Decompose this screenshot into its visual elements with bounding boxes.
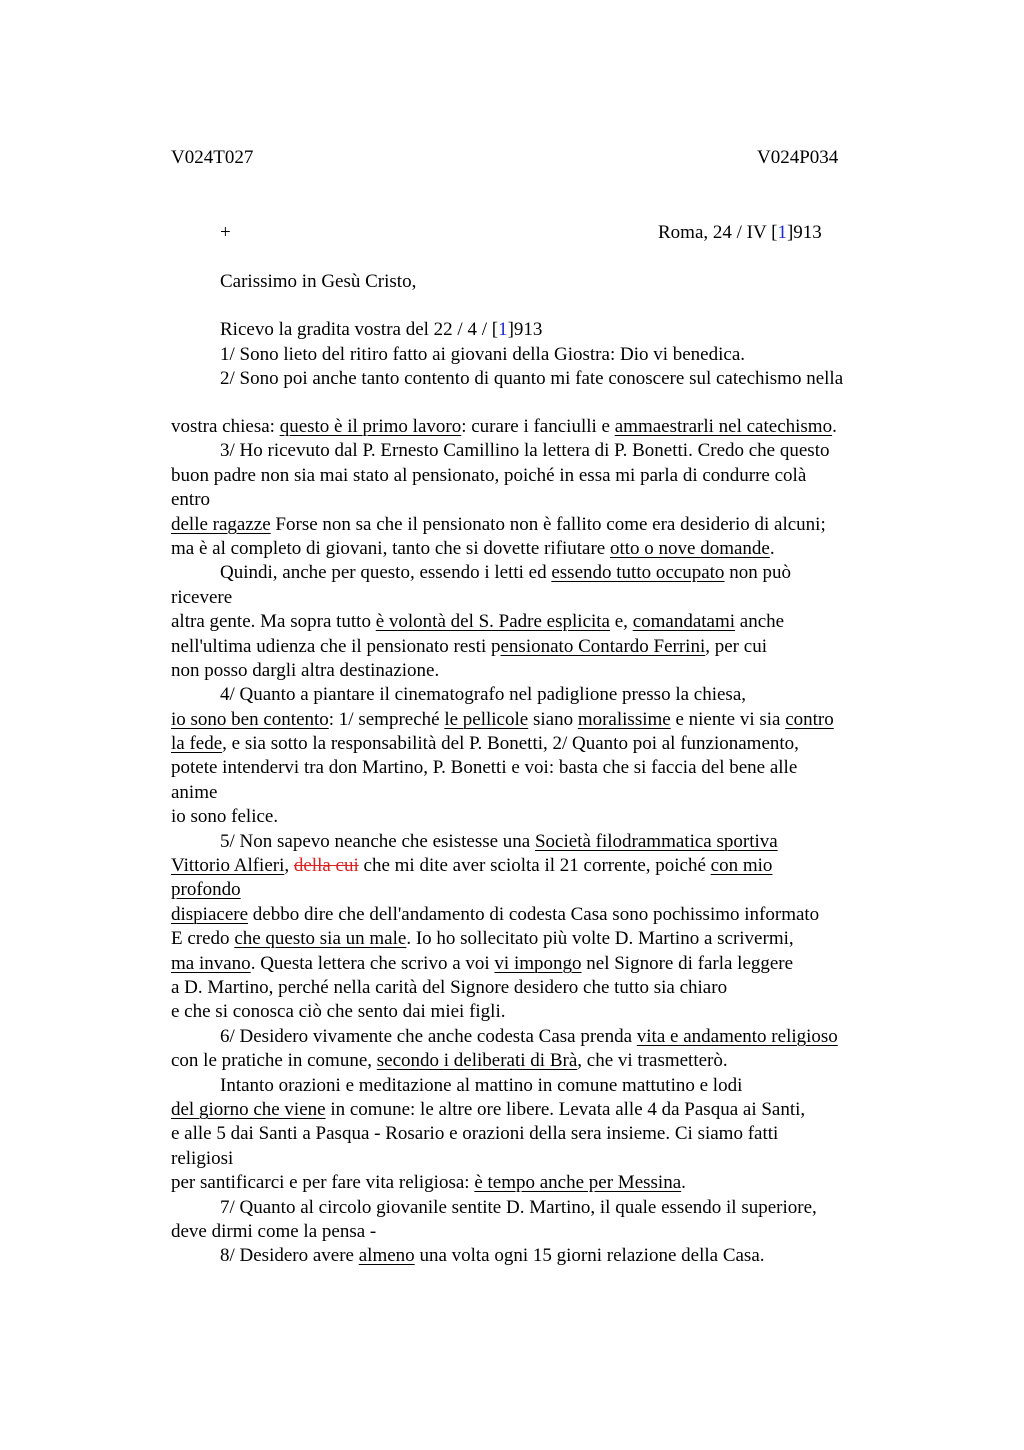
body-line <box>171 1025 911 1049</box>
body-line <box>171 415 911 439</box>
underlined-text: vita e andamento religioso <box>636 1025 838 1047</box>
text-run: e che si conosca ciò che sento dai miei figli. <box>171 1001 506 1023</box>
underlined-text: Vittorio Alfieri <box>171 855 285 877</box>
text-run: , e sia sotto la responsabilità del P. Bonetti, 2/ Quanto poi al funzionamento, <box>222 733 799 755</box>
text-run: , per cui <box>705 635 767 657</box>
text-run: non può <box>724 562 791 584</box>
text-run: 5/ Non sapevo neanche che esistesse una <box>220 830 535 852</box>
text-run: , che vi trasmetterò. <box>577 1050 728 1072</box>
body-line <box>171 903 911 927</box>
body-line <box>171 976 911 1000</box>
body-line <box>171 1196 911 1220</box>
text-run: 4/ Quanto a piantare il cinematografo nel padiglione presso la chiesa, <box>220 684 747 706</box>
text-run: vostra chiesa: <box>171 416 280 437</box>
text-run: per santificarci e per fare vita religiosa: <box>171 1172 475 1194</box>
underlined-text: delle ragazze <box>171 513 271 535</box>
body-line <box>171 1244 911 1268</box>
underlined-text: la fede <box>171 733 223 755</box>
text-run: nel Signore di farla leggere <box>581 952 794 974</box>
text-run: buon padre non sia mai stato al pensionato, poiché in essa mi parla di condurre colà <box>171 464 807 486</box>
body-line <box>171 1122 911 1146</box>
body-line <box>171 513 911 537</box>
underlined-text: del giorno che viene <box>171 1098 326 1120</box>
body-line <box>171 586 911 610</box>
cross-mark: + <box>220 222 231 243</box>
underlined-text: ensionato Contardo Ferrini <box>500 635 706 657</box>
underlined-text: questo è il primo lavoro <box>279 416 462 437</box>
text-run: : curare i fanciulli e <box>461 416 615 437</box>
text-run: e, <box>610 611 633 633</box>
body-line <box>171 805 911 829</box>
text-run: deve dirmi come la pensa - <box>171 1220 377 1242</box>
underlined-text: che questo sia un male <box>234 928 407 950</box>
body-line <box>171 1074 911 1098</box>
text-run: 8/ Desidero avere <box>220 1245 359 1267</box>
body-line <box>171 1220 911 1244</box>
body-line <box>171 830 911 854</box>
underlined-text: dispiacere <box>171 903 249 925</box>
text-run: io sono felice. <box>171 806 279 828</box>
body-line <box>171 1000 911 1024</box>
body-line <box>171 1171 911 1195</box>
text-run: e niente vi sia <box>670 708 786 730</box>
document-code-left: V024T027 <box>171 147 254 168</box>
text-run: 6/ Desidero vivamente che anche codesta Casa prenda <box>220 1025 637 1047</box>
body-line <box>171 635 911 659</box>
text-run: . Questa lettera che scrivo a voi <box>250 952 495 974</box>
text-run: in comune: le altre ore libere. Levata alle 4 da Pasqua ai Santi, <box>325 1098 806 1120</box>
underlined-text: almeno <box>358 1245 415 1267</box>
body-line <box>171 878 911 902</box>
text-run: . <box>681 1172 686 1194</box>
text-run: Quindi, anche per questo, essendo i letti ed <box>220 562 552 584</box>
text-run: siano <box>528 708 578 730</box>
body-line <box>171 683 911 707</box>
underlined-text: vi impongo <box>494 952 582 974</box>
text-run: 3/ Ho ricevuto dal P. Ernesto Camillino la lettera di P. Bonetti. Credo che questo <box>220 440 830 462</box>
text-run: entro <box>171 489 211 511</box>
underlined-text: è volontà del S. Padre esplicita <box>375 611 610 633</box>
underlined-text: Società filodrammatica sportiva <box>534 830 778 852</box>
body-line <box>171 708 911 732</box>
underlined-text: le pellicole <box>444 708 529 730</box>
text-run: debbo dire che dell'andamento di codesta Casa sono pochissimo informato <box>248 903 820 925</box>
body-line <box>171 927 911 951</box>
text-run: ma è al completo di giovani, tanto che si dovette rifiutare <box>171 537 610 559</box>
editorial-marker: 1 <box>498 319 508 340</box>
body-line <box>171 659 911 683</box>
item-2: 2/ Sono poi anche tanto contento di quanto mi fate conoscere sul catechismo nella <box>220 368 844 389</box>
salutation: Carissimo in Gesù Cristo, <box>220 271 417 292</box>
body-line <box>171 781 911 805</box>
text-run: ricevere <box>171 586 233 608</box>
body-line <box>171 1049 911 1073</box>
document-code-right: V024P034 <box>757 147 839 168</box>
text-run: anime <box>171 781 218 803</box>
text-run: Intanto orazioni e meditazione al mattino in comune mattutino e lodi <box>220 1074 743 1096</box>
text-run: che mi dite aver sciolta il 21 corrente, poiché <box>358 855 711 877</box>
body-line <box>171 756 911 780</box>
text-run: anche <box>735 611 785 633</box>
underlined-text: comandatami <box>632 611 736 633</box>
letter-body <box>171 415 911 1269</box>
text-run: non posso dargli altra destinazione. <box>171 659 440 681</box>
text-run: 7/ Quanto al circolo giovanile sentite D. Martino, il quale essendo il superiore, <box>220 1196 817 1218</box>
text-run: Forse non sa che il pensionato non è fallito come era desiderio di alcuni; <box>270 513 826 535</box>
underlined-text: è tempo anche per Messina <box>474 1172 682 1194</box>
text-run: , <box>284 855 294 877</box>
text-run: una volta ogni 15 giorni relazione della Casa. <box>414 1245 765 1267</box>
underlined-text: otto o nove domande <box>609 537 770 559</box>
opening-line: Ricevo la gradita vostra del 22 / 4 / [1]913 <box>220 319 543 340</box>
editorial-marker: 1 <box>777 222 787 243</box>
body-line <box>171 732 911 756</box>
text-run: E credo <box>171 928 235 950</box>
text-run: religiosi <box>171 1147 234 1169</box>
text-run: . <box>832 416 837 437</box>
text-run: e alle 5 dai Santi a Pasqua - Rosario e orazioni della sera insieme. Ci siamo fatti <box>171 1123 779 1145</box>
underlined-text: contro <box>785 708 834 730</box>
text-run: con le pratiche in comune, <box>171 1050 377 1072</box>
text-run: . <box>769 537 775 559</box>
body-line <box>171 854 911 878</box>
underlined-text: moralissime <box>577 708 671 730</box>
text-run: a D. Martino, perché nella carità del Signore desidero che tutto sia chiaro <box>171 976 728 998</box>
body-line <box>171 439 911 463</box>
struck-text: della cui <box>293 855 359 877</box>
underlined-text: con mio <box>710 855 773 877</box>
underlined-text: essendo tutto occupato <box>551 562 725 584</box>
text-run: nell'ultima udienza che il pensionato resti p <box>171 635 501 657</box>
body-line <box>171 1147 911 1171</box>
body-line <box>171 464 911 488</box>
underlined-text: io sono ben contento <box>171 708 329 730</box>
body-line <box>171 488 911 512</box>
underlined-text: ammaestrarli nel catechismo <box>614 416 833 437</box>
body-line <box>171 537 911 561</box>
item-1: 1/ Sono lieto del ritiro fatto ai giovani della Giostra: Dio vi benedica. <box>220 344 746 365</box>
underlined-text: profondo <box>171 879 241 901</box>
underlined-text: ma invano <box>171 952 251 974</box>
body-line <box>171 1098 911 1122</box>
underlined-text: secondo i deliberati di Brà <box>376 1050 578 1072</box>
text-run: altra gente. Ma sopra tutto <box>171 611 376 633</box>
body-line <box>171 610 911 634</box>
text-run: . Io ho sollecitato più volte D. Martino a scrivermi, <box>406 928 794 950</box>
letter-date: Roma, 24 / IV [1]913 <box>658 222 822 243</box>
body-line <box>171 561 911 585</box>
text-run: potete intendervi tra don Martino, P. Bonetti e voi: basta che si faccia del bene alle <box>171 757 798 779</box>
text-run: : 1/ sempreché <box>328 708 445 730</box>
body-line <box>171 952 911 976</box>
